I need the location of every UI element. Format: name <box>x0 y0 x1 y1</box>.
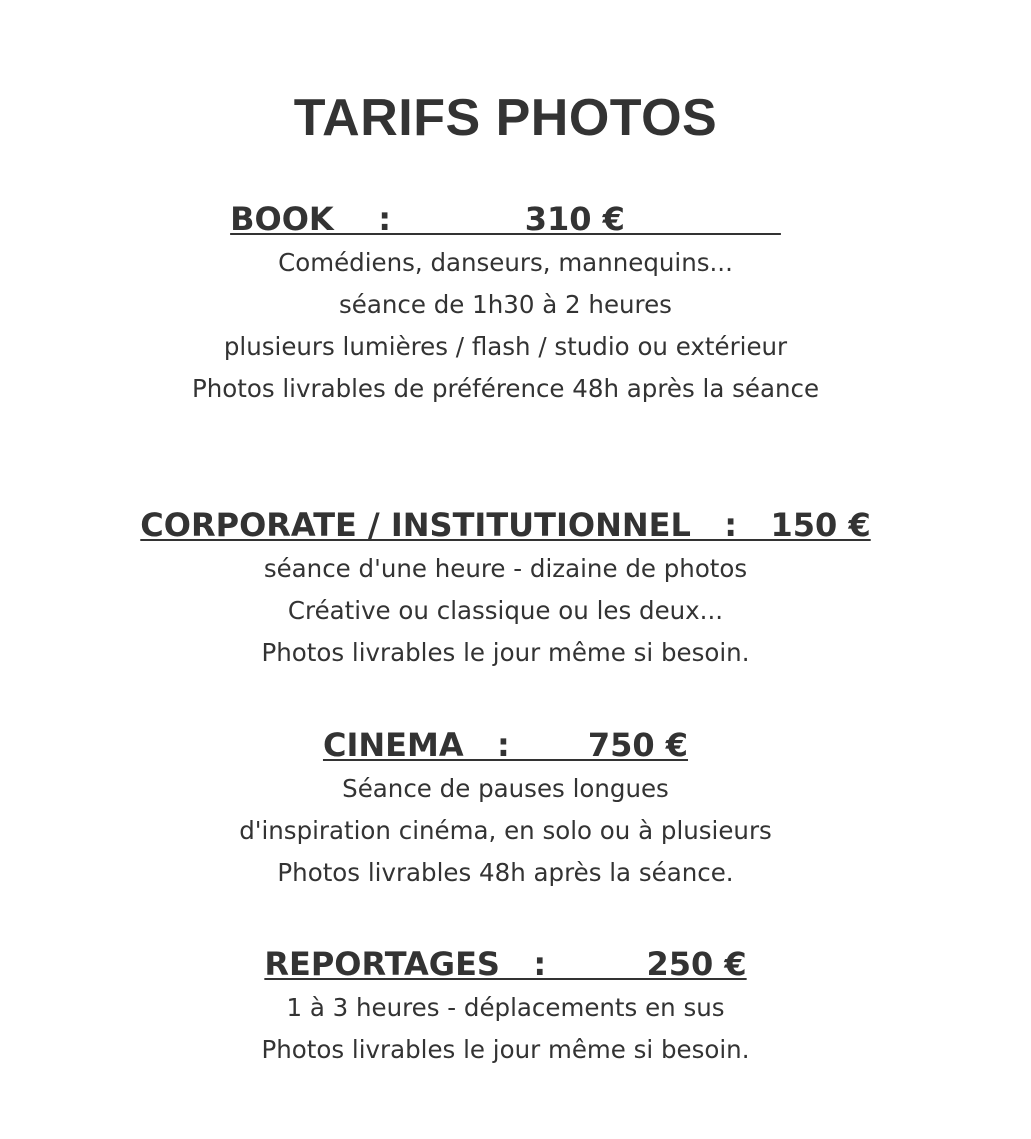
section-line: séance d'une heure - dizaine de photos <box>263 554 748 583</box>
section-line: Créative ou classique ou les deux... <box>287 596 724 625</box>
section-heading-reportages: REPORTAGES : 250 € <box>264 945 747 983</box>
section-line: séance de 1h30 à 2 heures <box>339 290 672 319</box>
section-line: Photos livrables le jour même si besoin. <box>261 638 750 667</box>
section-line: Comédiens, danseurs, mannequins... <box>278 248 733 277</box>
section-heading-book: BOOK : 310 € <box>230 200 781 238</box>
page-title: TARIFS PHOTOS <box>293 89 718 147</box>
section-heading-corporate: CORPORATE / INSTITUTIONNEL : 150 € <box>140 506 871 544</box>
section-line: Photos livrables 48h après la séance. <box>277 858 734 887</box>
section-corporate <box>0 506 1011 674</box>
section-line: 1 à 3 heures - déplacements en sus <box>286 993 725 1022</box>
section-line: plusieurs lumières / flash / studio ou extérieur <box>223 332 788 361</box>
section-line: Photos livrables le jour même si besoin. <box>261 1035 750 1064</box>
section-line: Photos livrables de préférence 48h après la séance <box>191 374 820 403</box>
section-heading-cinema: CINEMA : 750 € <box>322 726 689 764</box>
section-reportages <box>0 945 1011 1071</box>
section-cinema <box>0 726 1011 894</box>
section-line: d'inspiration cinéma, en solo ou à plusieurs <box>239 816 772 845</box>
section-book <box>0 200 1011 410</box>
section-line: Séance de pauses longues <box>342 774 669 803</box>
